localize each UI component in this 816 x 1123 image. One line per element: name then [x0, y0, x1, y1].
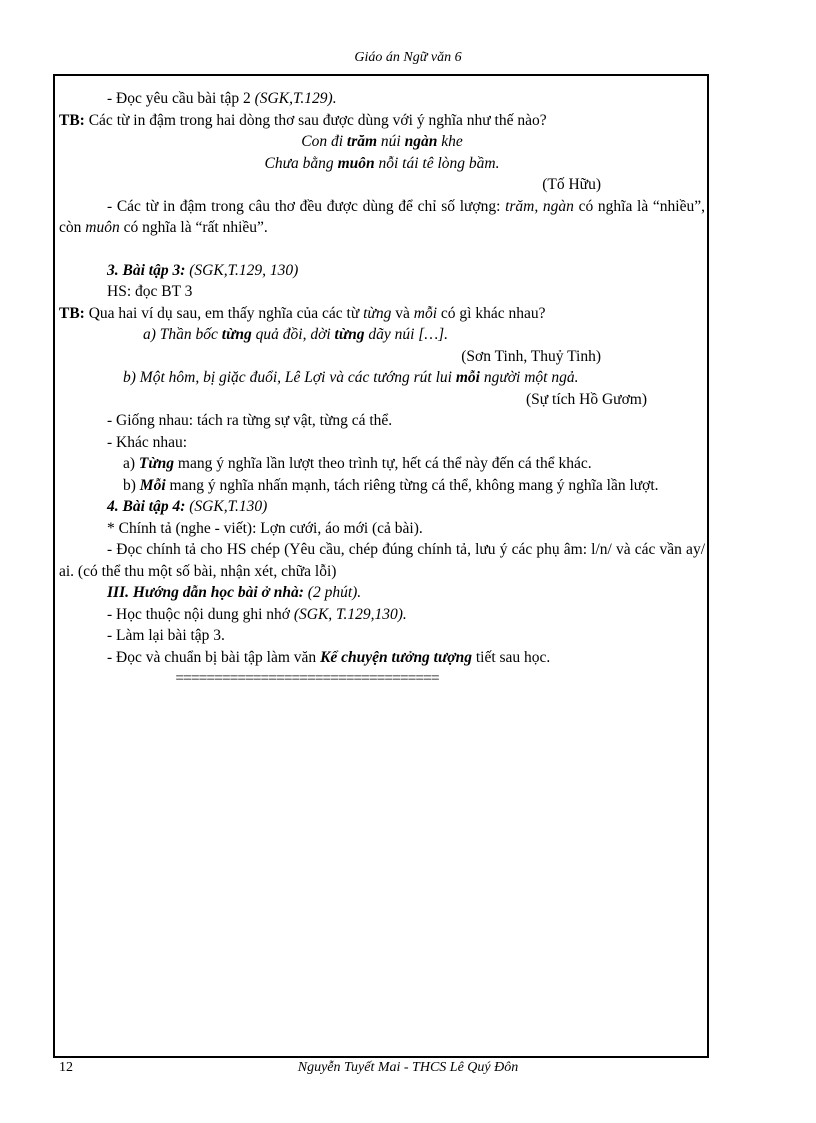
question-2: TB: Qua hai ví dụ sau, em thấy nghĩa của các từ từng và mỗi có gì khác nhau? [59, 304, 546, 322]
task4-heading: 4. Bài tập 4: (SGK,T.130) [107, 498, 268, 515]
homework-1: - Học thuộc nội dung ghi nhớ (SGK, T.129,130). [107, 605, 407, 623]
answer-1: - Các từ in đậm trong câu thơ đều được dùng để chỉ số lượng: trăm, ngàn có nghĩa là “nhiều”, còn muôn có nghĩa là “rất nhiều”. [59, 197, 705, 236]
question-1: TB: Các từ in đậm trong hai dòng thơ sau được dùng với ý nghĩa như thế nào? [59, 111, 547, 129]
task2-instruction: - Đọc yêu cầu bài tập 2 (SGK,T.129). [107, 90, 337, 107]
difference-heading: - Khác nhau: [107, 433, 188, 451]
homework-3: - Đọc và chuẩn bị bài tập làm văn Kể chuyện tưởng tượng tiết sau học. [107, 648, 551, 666]
example-a-source: (Sơn Tinh, Thuỷ Tinh) [461, 347, 601, 365]
task3-heading: 3. Bài tập 3: (SGK,T.129, 130) [107, 261, 299, 279]
lesson-content [59, 88, 705, 690]
poem-line-2: Chưa bằng muôn nỗi tái tê lòng bầm. [264, 154, 500, 172]
task3-hs: HS: đọc BT 3 [107, 283, 193, 300]
separator: ================================== [175, 670, 439, 687]
example-b-source: (Sự tích Hồ Gươm) [525, 390, 647, 408]
dictation-instruction: - Đọc chính tả cho HS chép (Yêu cầu, chép đúng chính tả, lưu ý các phụ âm: l/n/ và các vần ay/ ai. (có thể thu một số bài, nhận xét, chữa lỗi) [59, 541, 705, 580]
difference-b: b) Mỗi mang ý nghĩa nhấn mạnh, tách riêng từng cá thể, không mang ý nghĩa lần lượt. [123, 476, 659, 494]
similarity: - Giống nhau: tách ra từng sự vật, từng cá thể. [107, 412, 393, 429]
footer-author: Nguyễn Tuyết Mai - THCS Lê Quý Đôn [297, 1060, 519, 1075]
homework-2: - Làm lại bài tập 3. [107, 627, 225, 644]
poem-line-1: Con đi trăm núi ngàn khe [301, 133, 463, 150]
section-iii-heading: III. Hướng dẫn học bài ở nhà: (2 phút). [107, 584, 362, 601]
page-number: 12 [59, 1060, 73, 1075]
example-a: a) Thần bốc từng quả đồi, dời từng dãy núi […]. [143, 326, 449, 343]
poem-source: (Tố Hữu) [542, 176, 601, 193]
page-header: Giáo án Ngữ văn 6 [354, 50, 462, 65]
dictation: * Chính tả (nghe - viết): Lợn cưới, áo mới (cả bài). [107, 519, 423, 537]
example-b: b) Một hôm, bị giặc đuổi, Lê Lợi và các tướng rút lui mỗi người một ngả. [123, 369, 579, 386]
difference-a: a) Từng mang ý nghĩa lần lượt theo trình tự, hết cá thể này đến cá thể khác. [123, 455, 592, 472]
